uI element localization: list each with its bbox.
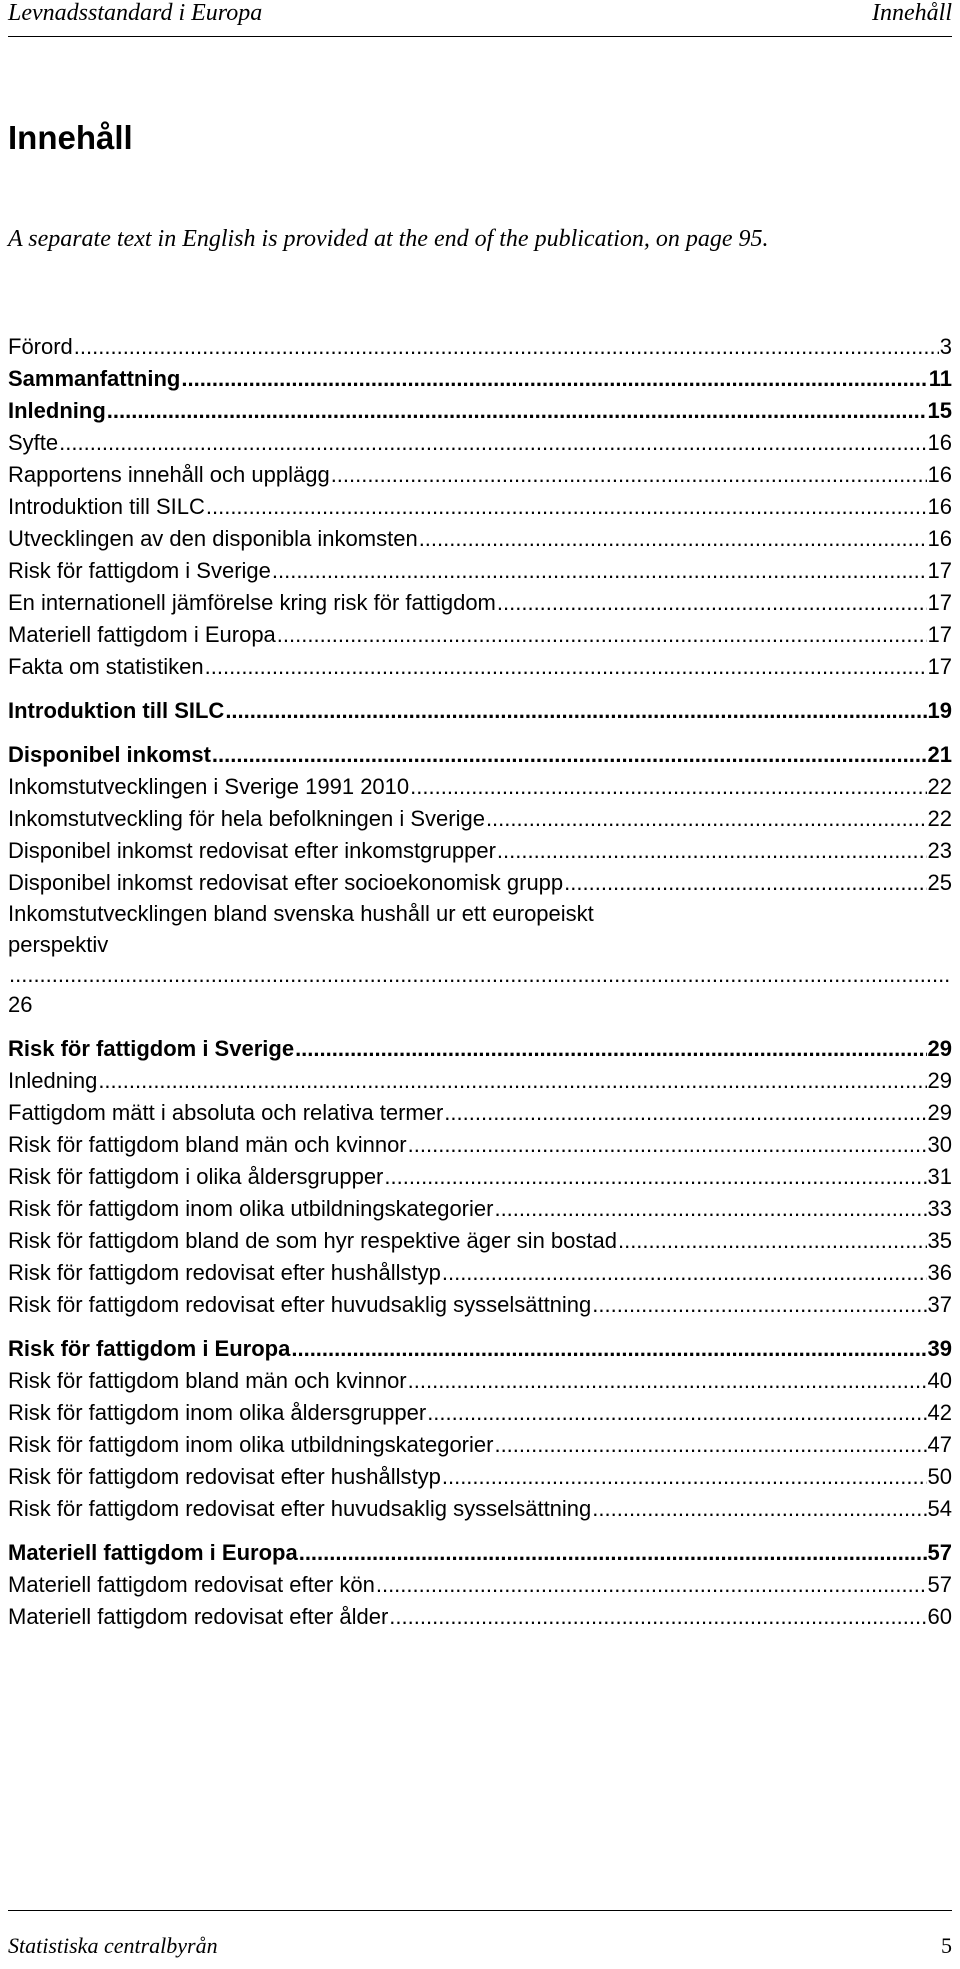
toc-chapter[interactable] <box>8 694 952 726</box>
toc-entry[interactable] <box>8 1600 952 1632</box>
toc-entry-title: Risk för fattigdom inom olika åldersgrupper <box>8 1400 427 1425</box>
dot-leader <box>98 1066 926 1096</box>
dot-leader <box>74 332 939 362</box>
toc-entry-page: 29 <box>927 1100 952 1125</box>
toc-entry-page: 31 <box>927 1164 952 1189</box>
dot-leader <box>9 960 951 990</box>
dot-leader <box>442 1462 927 1492</box>
dot-leader <box>384 1162 926 1192</box>
toc-entry-title: Förord <box>8 334 73 359</box>
toc-chapter[interactable] <box>8 1536 952 1568</box>
page-header <box>8 0 952 37</box>
dot-leader <box>486 804 927 834</box>
dot-leader <box>376 1570 927 1600</box>
toc-entry-page: 17 <box>927 654 952 679</box>
dot-leader <box>277 620 927 650</box>
english-note: A separate text in English is provided at the end of the publication, on page 95. <box>8 226 769 252</box>
toc-entry[interactable] <box>8 1160 952 1192</box>
toc-entry-page: 17 <box>927 558 952 583</box>
dot-leader <box>592 1290 926 1320</box>
toc-entry-page: 16 <box>927 526 952 551</box>
toc-entry-title: Risk för fattigdom i Sverige <box>8 1036 295 1061</box>
toc-entry-page: 22 <box>927 774 952 799</box>
toc-entry-page: 29 <box>927 1068 952 1093</box>
toc-entry[interactable] <box>8 1096 952 1128</box>
toc-entry-title: Risk för fattigdom i Sverige <box>8 558 271 583</box>
toc-entry[interactable] <box>8 770 952 802</box>
toc-entry[interactable] <box>8 1568 952 1600</box>
dot-leader <box>494 1194 926 1224</box>
toc-entry[interactable] <box>8 330 952 362</box>
dot-leader <box>410 772 926 802</box>
toc-entry[interactable] <box>8 1396 952 1428</box>
toc-entry-title: Sammanfattning <box>8 366 181 391</box>
toc-entry-page: 11 <box>928 366 952 391</box>
dot-leader <box>107 396 927 426</box>
dot-leader <box>299 1538 927 1568</box>
spacer <box>8 682 952 694</box>
footer-page-number: 5 <box>941 1933 952 1958</box>
dot-leader <box>497 836 927 866</box>
header-publication-title: Levnadsstandard i Europa <box>8 0 263 26</box>
dot-leader <box>427 1398 926 1428</box>
toc-entry-title: Disponibel inkomst <box>8 742 211 767</box>
toc-entry[interactable] <box>8 834 952 866</box>
toc-entry-page: 37 <box>927 1292 952 1317</box>
toc-entry-title: Inkomstutveckling för hela befolkningen i Sverige <box>8 806 485 831</box>
toc-entry[interactable] <box>8 1288 952 1320</box>
dot-leader <box>59 428 926 458</box>
toc-entry[interactable] <box>8 802 952 834</box>
toc-entry[interactable] <box>8 1224 952 1256</box>
dot-leader <box>181 364 927 394</box>
toc-entry-page: 54 <box>927 1496 952 1521</box>
toc-entry-title: Risk för fattigdom redovisat efter huvudsaklig sysselsättning <box>8 1292 592 1317</box>
toc-entry-title: En internationell jämförelse kring risk för fattigdom <box>8 590 496 615</box>
toc-entry-page: 26 <box>8 992 33 1017</box>
toc-entry[interactable] <box>8 1192 952 1224</box>
page-title: Innehåll <box>8 119 133 156</box>
toc-entry-page: 19 <box>927 698 952 723</box>
toc-entry-page: 57 <box>927 1540 952 1565</box>
toc-entry-page: 3 <box>939 334 952 359</box>
toc-entry-title: Inledning <box>8 1068 98 1093</box>
toc-entry[interactable] <box>8 866 952 898</box>
spacer <box>8 1320 952 1332</box>
toc-entry[interactable] <box>8 426 952 458</box>
toc-entry[interactable] <box>8 618 952 650</box>
toc-entry[interactable] <box>8 1492 952 1524</box>
dot-leader <box>272 556 927 586</box>
toc-entry[interactable] <box>8 1364 952 1396</box>
spacer <box>8 1524 952 1536</box>
toc-entry-page: 22 <box>927 806 952 831</box>
toc-entry-title: Risk för fattigdom inom olika utbildningskategorier <box>8 1432 494 1457</box>
toc-entry-title: Rapportens innehåll och upplägg <box>8 462 330 487</box>
dot-leader <box>295 1034 926 1064</box>
toc-chapter[interactable] <box>8 1332 952 1364</box>
toc-entry-title: Risk för fattigdom redovisat efter hushållstyp <box>8 1464 441 1489</box>
dot-leader <box>442 1258 927 1288</box>
toc-entry[interactable] <box>8 490 952 522</box>
toc-entry[interactable] <box>8 1128 952 1160</box>
toc-entry-title: Introduktion till SILC <box>8 698 225 723</box>
spacer <box>8 1020 952 1032</box>
toc-entry-page: 16 <box>927 494 952 519</box>
toc-entry-title: Inledning <box>8 398 106 423</box>
toc-entry[interactable] <box>8 1064 952 1096</box>
dot-leader <box>444 1098 926 1128</box>
footer-publisher: Statistiska centralbyrån <box>8 1933 218 1958</box>
page-footer <box>8 1910 952 1969</box>
toc-entry-title: Disponibel inkomst redovisat efter inkomstgrupper <box>8 838 496 863</box>
dot-leader <box>212 740 927 770</box>
dot-leader <box>408 1130 927 1160</box>
toc-entry-page: 35 <box>927 1228 952 1253</box>
toc-entry-page: 39 <box>927 1336 952 1361</box>
toc-entry-page: 21 <box>927 742 952 767</box>
dot-leader <box>497 588 927 618</box>
dot-leader <box>206 492 927 522</box>
dot-leader <box>389 1602 926 1632</box>
spacer <box>8 726 952 738</box>
toc-entry-page: 30 <box>927 1132 952 1157</box>
toc-entry-page: 57 <box>927 1572 952 1597</box>
toc-chapter[interactable] <box>8 1032 952 1064</box>
toc-entry-title: Syfte <box>8 430 59 455</box>
toc-entry-page: 47 <box>927 1432 952 1457</box>
toc-entry-title: Risk för fattigdom inom olika utbildningskategorier <box>8 1196 494 1221</box>
dot-leader <box>618 1226 927 1256</box>
table-of-contents <box>8 330 952 1632</box>
toc-entry-page: 36 <box>927 1260 952 1285</box>
toc-entry-title: Materiell fattigdom redovisat efter kön <box>8 1572 375 1597</box>
toc-entry-title: Materiell fattigdom i Europa <box>8 622 276 647</box>
toc-entry-page: 40 <box>927 1368 952 1393</box>
toc-entry-page: 25 <box>927 870 952 895</box>
toc-entry-title: Materiell fattigdom i Europa <box>8 1540 298 1565</box>
toc-entry-title: Introduktion till SILC <box>8 494 205 519</box>
toc-entry[interactable] <box>8 650 952 682</box>
toc-entry-title: Risk för fattigdom bland män och kvinnor <box>8 1368 407 1393</box>
dot-leader <box>494 1430 926 1460</box>
toc-entry-title: Risk för fattigdom i olika åldersgrupper <box>8 1164 384 1189</box>
toc-entry-page: 23 <box>927 838 952 863</box>
toc-entry-page: 16 <box>927 462 952 487</box>
dot-leader <box>592 1494 926 1524</box>
toc-entry[interactable] <box>8 554 952 586</box>
dot-leader <box>564 868 926 898</box>
toc-entry[interactable] <box>8 898 952 1020</box>
toc-entry-title: Risk för fattigdom bland de som hyr respektive äger sin bostad <box>8 1228 617 1253</box>
toc-entry[interactable] <box>8 458 952 490</box>
dot-leader <box>419 524 927 554</box>
dot-leader <box>225 696 926 726</box>
toc-entry-page: 15 <box>927 398 952 423</box>
toc-entry[interactable] <box>8 586 952 618</box>
toc-entry-title: Inkomstutvecklingen i Sverige 1991 2010 <box>8 774 410 799</box>
toc-entry[interactable] <box>8 1460 952 1492</box>
toc-entry-page: 17 <box>927 622 952 647</box>
toc-entry-title: perspektiv <box>8 932 109 957</box>
header-section-title: Innehåll <box>872 0 952 26</box>
toc-chapter[interactable] <box>8 738 952 770</box>
toc-entry-title-line1: Inkomstutvecklingen bland svenska hushåll ur ett europeiskt <box>8 901 594 926</box>
toc-entry-title: Risk för fattigdom redovisat efter hushållstyp <box>8 1260 441 1285</box>
toc-chapter[interactable] <box>8 394 952 426</box>
toc-entry-page: 29 <box>927 1036 952 1061</box>
toc-entry-title: Materiell fattigdom redovisat efter ålder <box>8 1604 389 1629</box>
toc-chapter[interactable] <box>8 362 952 394</box>
toc-entry-title: Risk för fattigdom redovisat efter huvudsaklig sysselsättning <box>8 1496 592 1521</box>
toc-entry-title: Disponibel inkomst redovisat efter socioekonomisk grupp <box>8 870 564 895</box>
toc-entry[interactable] <box>8 522 952 554</box>
toc-entry[interactable] <box>8 1428 952 1460</box>
toc-entry-page: 17 <box>927 590 952 615</box>
toc-entry-title: Fakta om statistiken <box>8 654 204 679</box>
toc-entry-title: Risk för fattigdom bland män och kvinnor <box>8 1132 407 1157</box>
toc-entry-page: 16 <box>927 430 952 455</box>
toc-entry-page: 42 <box>927 1400 952 1425</box>
toc-entry-title: Fattigdom mätt i absoluta och relativa termer <box>8 1100 444 1125</box>
toc-entry-title: Utvecklingen av den disponibla inkomsten <box>8 526 418 551</box>
dot-leader <box>331 460 927 490</box>
dot-leader <box>408 1366 927 1396</box>
dot-leader <box>205 652 927 682</box>
toc-entry-page: 33 <box>927 1196 952 1221</box>
toc-entry-title: Risk för fattigdom i Europa <box>8 1336 291 1361</box>
toc-entry[interactable] <box>8 1256 952 1288</box>
toc-entry-page: 50 <box>927 1464 952 1489</box>
dot-leader <box>291 1334 926 1364</box>
toc-entry-page: 60 <box>927 1604 952 1629</box>
